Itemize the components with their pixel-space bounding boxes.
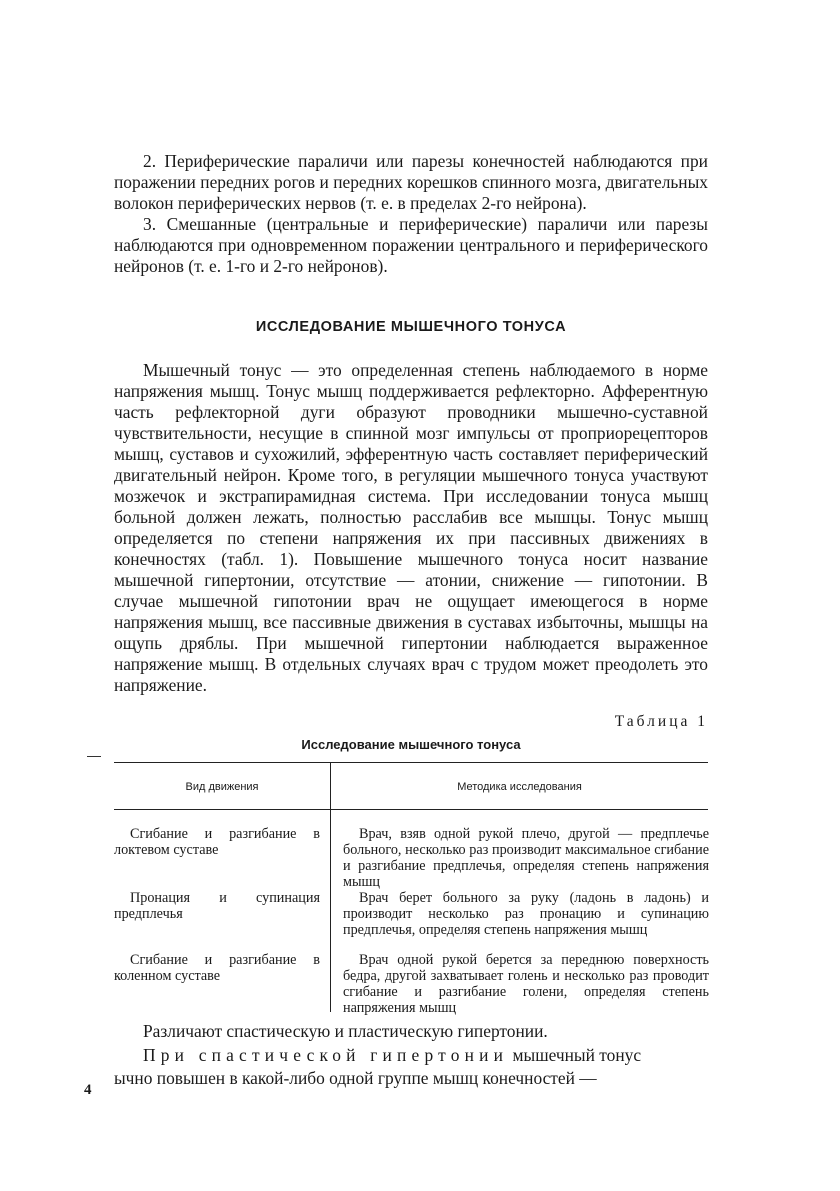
table-cell-movement-elbow: Сгибание и разгибание в локтевом суставе <box>114 826 320 858</box>
table-header-rule <box>114 809 708 810</box>
spastic-hypertonia-phrase: При спастической гипертонии <box>143 1045 509 1065</box>
hypertonia-types-sentence: Различают спастическую и пластическую гипертонии. <box>143 1021 548 1041</box>
paragraph-spastic-hypertonia <box>114 1045 708 1066</box>
paragraph-hypertonia-types <box>114 1021 708 1042</box>
table-cell-movement-forearm: Пронация и супинация предплечья <box>114 890 320 922</box>
paragraph-peripheral-paralysis: 2. Периферические параличи или парезы конечностей наблюдаются при поражении передних рогов и передних корешков спинного мозга, двигательных волокон периферических нервов (т. е. в пределах 2-го нейрона). <box>114 151 708 213</box>
table-top-rule <box>114 762 708 763</box>
paragraph-muscle-tone: Мышечный тонус — это определенная степень наблюдаемого в норме напряжения мышц. Тонус мышц поддерживается рефлекторно. Афферентную часть рефлекторной дуги образуют проводники мышечно-суставной чувствительности, несущие в спинной мозг импульсы от проприорецепторов мышц, суставов и сухожилий, эфферентную часть составляет периферический двигательный нейрон. Кроме того, в регуляции мышечного тонуса участвуют мозжечок и экстрапирамидная система. При исследовании тонуса мышц больной должен лежать, полностью расслабив все мышцы. Тонус мышц определяется по степени напряжения их при пассивных движениях в конечностях (табл. 1). Повышение мышечного тонуса носит название мышечной гипертонии, отсутствие — атонии, снижение — гипотонии. В случае мышечной гипотонии врач не ощущает имеющегося в норме напряжения мышц, все пассивные движения в суставах избыточны, мышцы на ощупь дряблы. При мышечной гипертонии наблюдается выраженное напряжение мышц. В отдельных случаях врач с трудом может преодолеть это напряжение. <box>114 360 708 695</box>
table-column-divider <box>330 762 331 1012</box>
spastic-hypertonia-continuation: мышечный тонус <box>512 1045 642 1065</box>
intro-text <box>114 151 708 277</box>
table-header-movement: Вид движения <box>185 781 259 793</box>
margin-mark <box>87 756 101 757</box>
paragraph-last-line: ычно повышен в какой-либо одной группе мышц конечностей — <box>114 1068 597 1088</box>
table-cell-method-knee: Врач одной рукой берется за переднюю поверхность бедра, другой захватывает голень и несколько раз проводит сгибание и разгибание голени, определяя степень напряжения мышц <box>343 952 709 1016</box>
table-label: Таблица 1 <box>614 713 708 730</box>
table-cell-method-forearm: Врач берет больного за руку (ладонь в ладонь) и производит несколько раз пронацию и супинацию предплечья, определяя степень напряжения мышц <box>343 890 709 938</box>
section-heading: ИССЛЕДОВАНИЕ МЫШЕЧНОГО ТОНУСА <box>255 319 567 335</box>
page-number: 4 <box>84 1082 92 1098</box>
table-cell-method-elbow: Врач, взяв одной рукой плечо, другой — предплечье больного, несколько раз производит максимальное сгибание и разгибание предплечья, определяя степень напряжения мышц <box>343 826 709 890</box>
table-title: Исследование мышечного тонуса <box>301 737 521 752</box>
section-body <box>114 360 708 696</box>
table-header-method: Методика исследования <box>457 781 582 793</box>
paragraph-mixed-paralysis: 3. Смешанные (центральные и периферические) параличи или парезы наблюдаются при одновременном поражении центрального и периферического нейронов (т. е. 1-го и 2-го нейронов). <box>114 214 708 276</box>
table-cell-movement-knee: Сгибание и разгибание в коленном суставе <box>114 952 320 984</box>
